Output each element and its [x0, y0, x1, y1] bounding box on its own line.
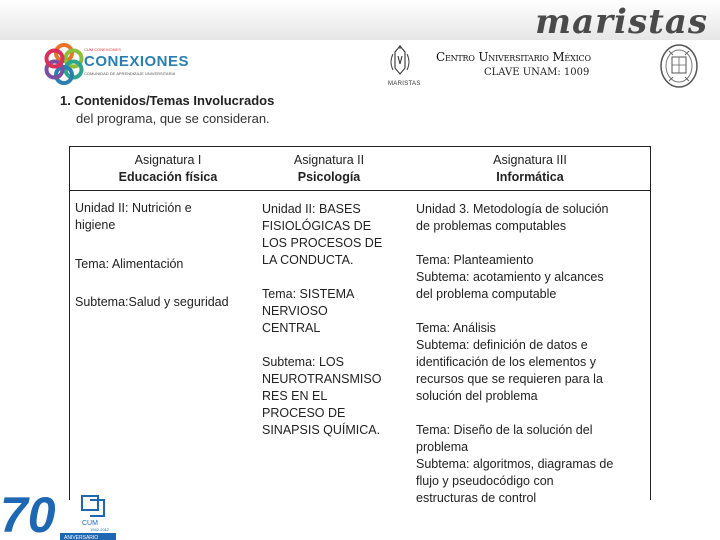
- anniversary-number: 70: [0, 488, 56, 540]
- col2-subtema-cont: SINAPSIS QUÍMICA.: [262, 423, 381, 437]
- maristas-emblem-label: MARISTAS: [388, 81, 421, 87]
- column-header-label: Asignatura III: [493, 153, 567, 167]
- col1-subtema: Subtema:Salud y seguridad: [75, 295, 229, 309]
- col2-tema-cont: NERVIOSO: [262, 304, 328, 318]
- column-header-1: [83, 152, 253, 186]
- column-header-subject: Psicología: [297, 170, 361, 184]
- anniversary-70-logo-icon: [0, 488, 120, 540]
- col3-tema-1: Tema: Planteamiento: [416, 253, 534, 267]
- col2-subtema-cont: NEUROTRANSMISO: [262, 372, 382, 386]
- anniversary-label: ANIVERSARIO: [64, 535, 99, 540]
- col3-subtema-2-cont: solución del problema: [416, 389, 538, 403]
- column-1-content: [75, 200, 255, 311]
- conexiones-name: CONEXIONES: [84, 53, 190, 70]
- col2-subtema: Subtema: LOS: [262, 355, 344, 369]
- col3-unidad-cont: de problemas computables: [416, 219, 567, 233]
- unam-seal-icon: [659, 43, 699, 89]
- col2-unidad-cont: LOS PROCESOS DE: [262, 236, 383, 250]
- column-header-3: [415, 152, 645, 186]
- col3-subtema-3: Subtema: algoritmos, diagramas de: [416, 457, 614, 471]
- col2-subtema-cont: PROCESO DE: [262, 406, 346, 420]
- column-3-content: [416, 201, 648, 507]
- conexiones-tagline: CUM CONEXIONES: [84, 47, 121, 52]
- subjects-table: [69, 146, 651, 506]
- table-border-top: [69, 146, 651, 147]
- table-border-left: [69, 146, 70, 500]
- col2-unidad-cont: LA CONDUCTA.: [262, 253, 354, 267]
- column-2-content: [262, 201, 407, 439]
- section-subheading: del programa, que se consideran.: [76, 111, 270, 126]
- table-header-divider: [69, 190, 651, 191]
- col1-tema: Tema: Alimentación: [75, 257, 184, 271]
- maristas-emblem-icon: [385, 44, 415, 80]
- col3-tema-2: Tema: Análisis: [416, 321, 496, 335]
- col3-subtema-3-cont: flujo y pseudocódigo con: [416, 474, 554, 488]
- column-header-label: Asignatura I: [134, 153, 202, 167]
- col1-unidad-cont: higiene: [75, 218, 116, 232]
- clave-unam: CLAVE UNAM: 1009: [484, 67, 590, 78]
- column-header-subject: Educación física: [118, 170, 218, 184]
- maristas-brand-logo: maristas: [535, 2, 708, 42]
- col3-subtema-1: Subtema: acotamiento y alcances: [416, 270, 604, 284]
- col2-unidad: Unidad II: BASES: [262, 202, 361, 216]
- col2-tema: Tema: SISTEMA: [262, 287, 355, 301]
- col3-subtema-3-cont: estructuras de control: [416, 491, 537, 505]
- col3-tema-3: Tema: Diseño de la solución del: [416, 423, 593, 437]
- col3-subtema-2-cont: recursos que se requieren para la: [416, 372, 603, 386]
- anniversary-years: 1942-2012: [90, 527, 110, 532]
- col3-subtema-2-cont: identificación de los elementos y: [416, 355, 596, 369]
- col2-subtema-cont: RES EN EL: [262, 389, 328, 403]
- col2-unidad-cont: FISIOLÓGICAS DE: [262, 219, 372, 233]
- col1-unidad: Unidad II: Nutrición e: [75, 201, 192, 215]
- section-heading: 1. Contenidos/Temas Involucrados: [60, 93, 275, 108]
- col3-unidad: Unidad 3. Metodología de solución: [416, 202, 609, 216]
- col3-subtema-1-cont: del problema computable: [416, 287, 557, 301]
- conexiones-subtitle: COMUNIDAD DE APRENDIZAJE UNIVERSITARIA: [84, 71, 176, 76]
- anniversary-mark: CUM: [82, 520, 98, 527]
- table-border-right: [650, 146, 651, 500]
- col3-subtema-2: Subtema: definición de datos e: [416, 338, 588, 352]
- col3-tema-3-cont: problema: [416, 440, 469, 454]
- column-header-2: [259, 152, 399, 186]
- cum-mark: [82, 496, 104, 516]
- col2-tema-cont: CENTRAL: [262, 321, 321, 335]
- institution-name: Centro Universitario México: [436, 50, 591, 64]
- column-header-subject: Informática: [496, 170, 564, 184]
- column-header-label: Asignatura II: [293, 153, 365, 167]
